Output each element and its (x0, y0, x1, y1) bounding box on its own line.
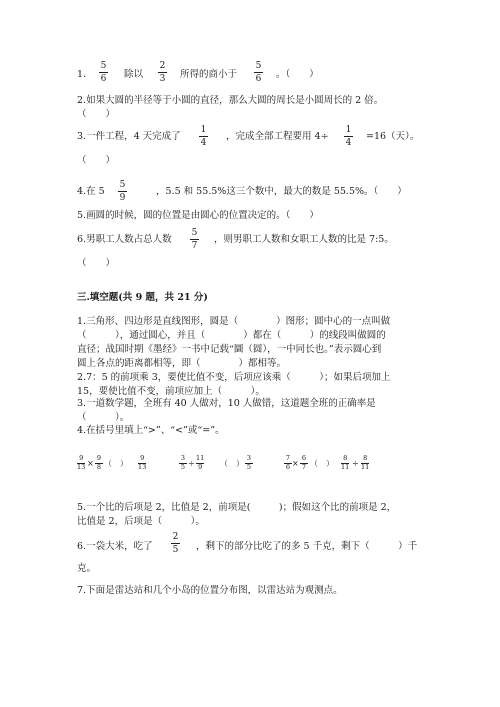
fraction (341, 455, 349, 471)
q4-text: 4.在 5 (77, 186, 105, 197)
q3-text: =16（天）。 (366, 131, 420, 142)
denominator: 7 (191, 241, 198, 251)
compare-blank[interactable]: （ ） (310, 459, 334, 468)
fill-q2-line: 15，要使比值不变，前项应加上（ ）。 (77, 386, 265, 397)
fraction (158, 61, 167, 84)
q5-text: 5.画圆的时候，圆的位置是由圆心的位置决定的。（ ） (77, 210, 319, 221)
fraction (138, 455, 146, 471)
denominator: 7 (301, 463, 307, 471)
fill-q5-line: 比值是 2，后项是（ ）。 (77, 516, 205, 527)
denominator: 6 (100, 74, 107, 84)
fraction (199, 125, 208, 148)
fraction (118, 180, 127, 203)
compare-blank[interactable]: （ ） (220, 459, 244, 468)
numerator: 9 (96, 454, 102, 462)
numerator: 2 (159, 61, 166, 71)
denominator: 3 (159, 74, 166, 84)
numerator: 8 (363, 454, 368, 462)
fraction (77, 455, 85, 471)
denominator: 13 (77, 463, 86, 471)
q3-answer-blank[interactable]: （ ） (77, 155, 116, 166)
denominator: 6 (255, 74, 262, 84)
numerator: 11 (196, 454, 205, 462)
q2-answer-blank[interactable]: （ ） (77, 109, 116, 120)
fill-q1-line: 1.三角形、四边形是直线图形，圆是（ ）图形；圆中心的一点叫做 (77, 316, 391, 327)
numerator: 9 (79, 454, 84, 462)
section-heading: 三.填空题(共 9 题，共 21 分) (77, 292, 208, 303)
fill-q1-line: 圆上各点的距离都相等，即（ ）都相等。 (77, 358, 287, 369)
fill-q1-line: （ ），通过圆心，并且（ ）都在（ ）的线段叫做圆的 (77, 330, 386, 341)
fill-q2-line: 2.7：5 的前项乘 3，要使比值不变，后项应该乘（ ）；如果后项加上 (77, 372, 391, 383)
denominator: 5 (246, 463, 252, 471)
q6-answer-blank[interactable]: （ ） (77, 258, 116, 269)
q6-text: ，则男职工人数和女职工人数的比是 7:5。 (214, 234, 394, 245)
fraction (254, 61, 263, 84)
numerator: 2 (172, 532, 179, 542)
q1-answer-blank[interactable]: 。（ ） (276, 69, 319, 80)
denominator: 9 (198, 463, 203, 471)
operator: × (87, 459, 94, 468)
numerator: 1 (200, 125, 207, 135)
fill-q7-text: 7.下面是雷达站和几个小岛的位置分布图，以雷达站为观测点。 (77, 585, 343, 596)
fill-q3-line: 3.一道数学题，全班有 40 人做对，10 人做错，这道题全班的正确率是 (77, 398, 376, 409)
denominator: 13 (138, 463, 147, 471)
numerator: 5 (191, 228, 198, 238)
q6-text: 6.男职工人数占总人数 (77, 234, 172, 245)
fill-q6-text: 6.一袋大米，吃了 (77, 541, 153, 552)
denominator: 5 (172, 545, 179, 555)
fraction (171, 532, 180, 555)
numerator: 8 (343, 454, 348, 462)
denominator: 4 (345, 138, 352, 148)
fraction (344, 125, 353, 148)
q1-number: 1. (77, 69, 87, 80)
numerator: 3 (246, 454, 252, 462)
fraction (95, 455, 103, 471)
numerator: 9 (140, 454, 145, 462)
denominator: 6 (285, 463, 291, 471)
fill-q3-line: （ ）。 (77, 412, 130, 423)
q1-text: 除以 (124, 69, 144, 80)
q2-text: 2.如果大圆的半径等于小圆的直径，那么大圆的周长是小圆周长的 2 倍。 (77, 95, 384, 106)
numerator: 5 (255, 61, 262, 71)
fraction (99, 61, 108, 84)
fraction (300, 455, 308, 471)
fill-q5-line: 5.一个比的后项是 2，比值是 2，前项是( )；假如这个比的前项是 2， (77, 502, 397, 513)
q3-text: 3.一件工程，4 天完成了 (77, 131, 181, 142)
fraction (284, 455, 292, 471)
denominator: 11 (341, 463, 350, 471)
numerator: 6 (301, 454, 307, 462)
fraction (190, 228, 199, 251)
fill-q4-text: 4.在括号里填上“>”、“<”或“=”。 (77, 425, 225, 436)
fraction (196, 455, 204, 471)
q4-text: ，5.5 和 55.5%这三个数中，最大的数是 55.5%。（ ） (156, 186, 407, 197)
operator: ÷ (352, 459, 359, 468)
operator: ÷ (188, 459, 195, 468)
denominator: 8 (96, 463, 102, 471)
q1-text: 所得的商小于 (180, 69, 238, 80)
numerator: 1 (345, 125, 352, 135)
numerator: 7 (285, 454, 291, 462)
numerator: 5 (100, 61, 107, 71)
compare-blank[interactable]: （ ） (104, 459, 128, 468)
numerator: 3 (180, 454, 186, 462)
denominator: 4 (200, 138, 207, 148)
denominator: 9 (119, 193, 126, 203)
fraction (179, 455, 187, 471)
fraction (245, 455, 253, 471)
fraction (361, 455, 369, 471)
fill-q6-text: ，剩下的部分比吃了的多 5 千克，剩下（ ）千 (196, 541, 418, 552)
q3-text: ，完成全部工程要用 4÷ (226, 131, 329, 142)
denominator: 11 (361, 463, 370, 471)
numerator: 5 (119, 180, 126, 190)
fill-q6-text: 克。 (77, 563, 97, 574)
fill-q1-line: 直径；战国时期《墨经》一书中记载“圜（圆），一中同长也。”表示圆心到 (77, 344, 382, 355)
denominator: 5 (180, 463, 186, 471)
operator: × (292, 459, 299, 468)
